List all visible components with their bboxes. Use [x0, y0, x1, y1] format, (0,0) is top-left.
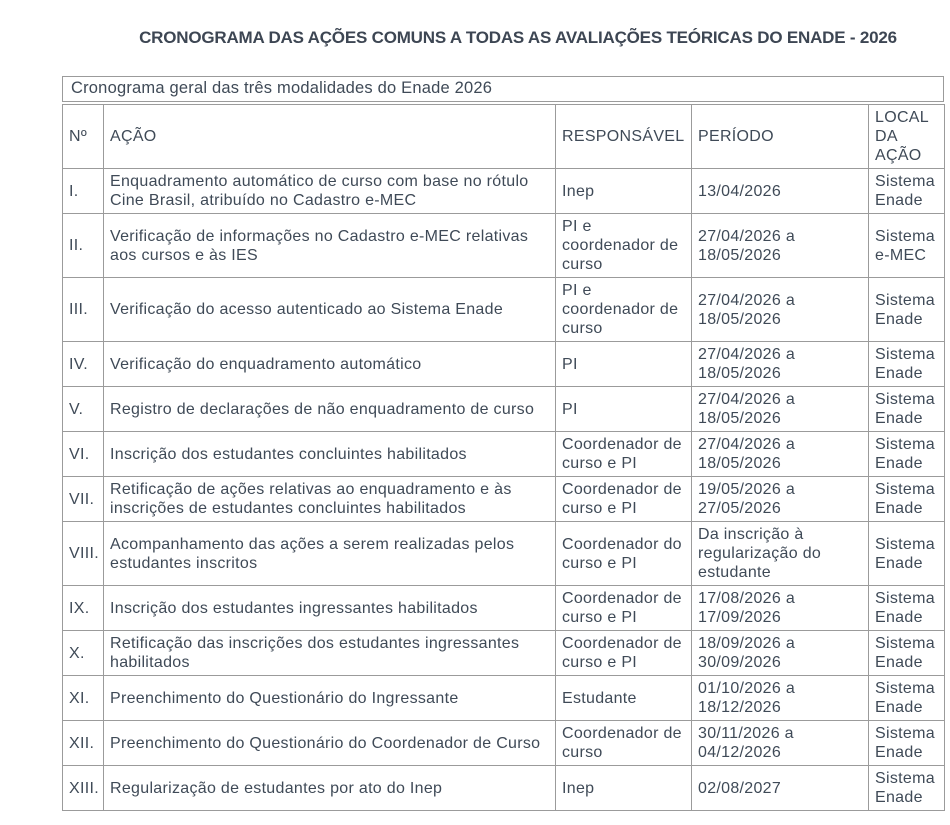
local-cell: Sistema Enade — [869, 387, 945, 432]
row-number-cell: IX. — [63, 586, 104, 631]
table-row — [63, 721, 945, 766]
table-row — [63, 432, 945, 477]
acao-cell: Regularização de estudantes por ato do Inep — [104, 766, 556, 811]
periodo-cell: 19/05/2026 a 27/05/2026 — [692, 477, 869, 522]
responsavel-cell: Coordenador de curso e PI — [556, 586, 692, 631]
local-cell: Sistema Enade — [869, 432, 945, 477]
row-number-cell: V. — [63, 387, 104, 432]
table-row — [63, 278, 945, 342]
local-cell: Sistema Enade — [869, 586, 945, 631]
page-title: CRONOGRAMA DAS AÇÕES COMUNS A TODAS AS AVALIAÇÕES TEÓRICAS DO ENADE - 2026 — [139, 28, 897, 47]
acao-cell: Enquadramento automático de curso com base no rótulo Cine Brasil, atribuído no Cadastro e-MEC — [104, 169, 556, 214]
local-cell: Sistema e-MEC — [869, 214, 945, 278]
column-header-local: LOCAL DA AÇÃO — [869, 105, 945, 169]
table-row — [63, 766, 945, 811]
row-number-cell: XIII. — [63, 766, 104, 811]
row-number-cell: XII. — [63, 721, 104, 766]
local-cell: Sistema Enade — [869, 278, 945, 342]
responsavel-cell: PI — [556, 387, 692, 432]
row-number-cell: XI. — [63, 676, 104, 721]
column-header-acao: AÇÃO — [104, 105, 556, 169]
table-row — [63, 477, 945, 522]
responsavel-cell: PI — [556, 342, 692, 387]
periodo-cell: 30/11/2026 a 04/12/2026 — [692, 721, 869, 766]
column-header-numero: Nº — [63, 105, 104, 169]
local-cell: Sistema Enade — [869, 477, 945, 522]
periodo-cell: 27/04/2026 a 18/05/2026 — [692, 432, 869, 477]
periodo-cell: Da inscrição à regularização do estudante — [692, 522, 869, 586]
acao-cell: Acompanhamento das ações a serem realizadas pelos estudantes inscritos — [104, 522, 556, 586]
periodo-cell: 18/09/2026 a 30/09/2026 — [692, 631, 869, 676]
responsavel-cell: PI e coordenador de curso — [556, 214, 692, 278]
acao-cell: Retificação de ações relativas ao enquadramento e às inscrições de estudantes concluintes habilitados — [104, 477, 556, 522]
table-row — [63, 586, 945, 631]
row-number-cell: VII. — [63, 477, 104, 522]
row-number-cell: VIII. — [63, 522, 104, 586]
row-number-cell: III. — [63, 278, 104, 342]
cronograma-table — [62, 104, 945, 811]
local-cell: Sistema Enade — [869, 342, 945, 387]
table-row — [63, 387, 945, 432]
row-number-cell: I. — [63, 169, 104, 214]
table-row — [63, 342, 945, 387]
responsavel-cell: PI e coordenador de curso — [556, 278, 692, 342]
local-cell: Sistema Enade — [869, 631, 945, 676]
acao-cell: Registro de declarações de não enquadramento de curso — [104, 387, 556, 432]
responsavel-cell: Inep — [556, 766, 692, 811]
periodo-cell: 02/08/2027 — [692, 766, 869, 811]
acao-cell: Verificação do enquadramento automático — [104, 342, 556, 387]
acao-cell: Verificação de informações no Cadastro e-MEC relativas aos cursos e às IES — [104, 214, 556, 278]
table-row — [63, 522, 945, 586]
acao-cell: Verificação do acesso autenticado ao Sistema Enade — [104, 278, 556, 342]
local-cell: Sistema Enade — [869, 721, 945, 766]
responsavel-cell: Coordenador do curso e PI — [556, 522, 692, 586]
periodo-cell: 27/04/2026 a 18/05/2026 — [692, 278, 869, 342]
table-row — [63, 169, 945, 214]
periodo-cell: 27/04/2026 a 18/05/2026 — [692, 214, 869, 278]
local-cell: Sistema Enade — [869, 169, 945, 214]
acao-cell: Retificação das inscrições dos estudantes ingressantes habilitados — [104, 631, 556, 676]
acao-cell: Preenchimento do Questionário do Coordenador de Curso — [104, 721, 556, 766]
row-number-cell: II. — [63, 214, 104, 278]
periodo-cell: 17/08/2026 a 17/09/2026 — [692, 586, 869, 631]
table-caption: Cronograma geral das três modalidades do Enade 2026 — [62, 76, 944, 102]
local-cell: Sistema Enade — [869, 766, 945, 811]
responsavel-cell: Coordenador de curso e PI — [556, 432, 692, 477]
local-cell: Sistema Enade — [869, 676, 945, 721]
responsavel-cell: Coordenador de curso — [556, 721, 692, 766]
table-header-row — [63, 105, 945, 169]
row-number-cell: IV. — [63, 342, 104, 387]
acao-cell: Inscrição dos estudantes concluintes habilitados — [104, 432, 556, 477]
periodo-cell: 27/04/2026 a 18/05/2026 — [692, 342, 869, 387]
responsavel-cell: Coordenador de curso e PI — [556, 631, 692, 676]
local-cell: Sistema Enade — [869, 522, 945, 586]
responsavel-cell: Estudante — [556, 676, 692, 721]
table-row — [63, 631, 945, 676]
periodo-cell: 13/04/2026 — [692, 169, 869, 214]
periodo-cell: 01/10/2026 a 18/12/2026 — [692, 676, 869, 721]
periodo-cell: 27/04/2026 a 18/05/2026 — [692, 387, 869, 432]
table-row — [63, 676, 945, 721]
acao-cell: Inscrição dos estudantes ingressantes habilitados — [104, 586, 556, 631]
row-number-cell: VI. — [63, 432, 104, 477]
responsavel-cell: Coordenador de curso e PI — [556, 477, 692, 522]
acao-cell: Preenchimento do Questionário do Ingressante — [104, 676, 556, 721]
column-header-responsavel: RESPONSÁVEL — [556, 105, 692, 169]
table-row — [63, 214, 945, 278]
column-header-periodo: PERÍODO — [692, 105, 869, 169]
responsavel-cell: Inep — [556, 169, 692, 214]
row-number-cell: X. — [63, 631, 104, 676]
